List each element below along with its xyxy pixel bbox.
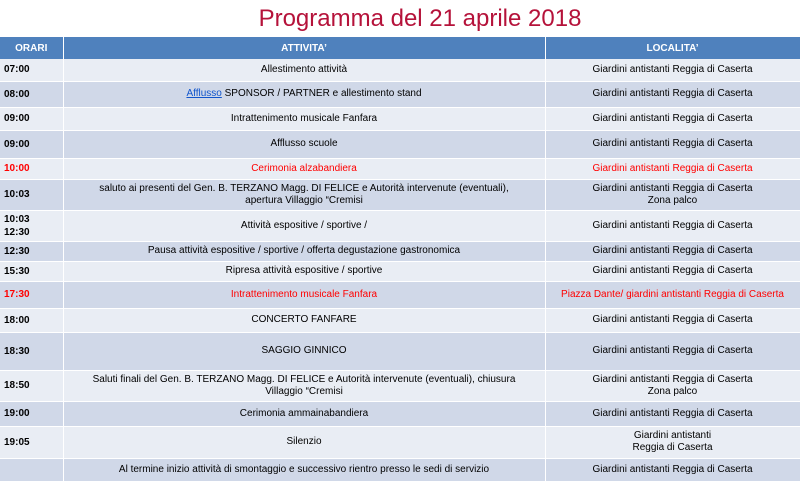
activity-cell: Allestimento attività	[63, 59, 545, 81]
table-row	[0, 401, 800, 426]
activity-cell: Cerimonia ammainabandiera	[63, 401, 545, 426]
location-cell: Giardini antistanti Reggia di Caserta	[545, 426, 800, 458]
activity-cell: Afflusso scuole	[63, 130, 545, 158]
activity-cell: Attività espositive / sportive /	[63, 210, 545, 241]
time-cell: 17:30	[0, 281, 63, 308]
table-row	[0, 241, 800, 261]
afflusso-link[interactable]: Afflusso	[186, 88, 222, 99]
table-row	[0, 107, 800, 130]
header-localita: LOCALITA’	[545, 37, 800, 59]
table-row	[0, 426, 800, 458]
location-cell: Giardini antistanti Reggia di Caserta Zona palco	[545, 179, 800, 210]
time-cell: 15:30	[0, 261, 63, 281]
time-cell: 10:00	[0, 158, 63, 179]
schedule-table	[0, 37, 800, 482]
activity-cell: Pausa attività espositive / sportive / offerta degustazione gastronomica	[63, 241, 545, 261]
time-cell: 18:00	[0, 308, 63, 332]
location-cell: Giardini antistanti Reggia di Caserta	[545, 332, 800, 370]
location-cell: Giardini antistanti Reggia di Caserta	[545, 130, 800, 158]
table-row	[0, 458, 800, 481]
activity-cell: Cerimonia alzabandiera	[63, 158, 545, 179]
header-attivita: ATTIVITA’	[63, 37, 545, 59]
activity-cell: Al termine inizio attività di smontaggio e successivo rientro presso le sedi di servizio	[63, 458, 545, 481]
time-cell: 09:00	[0, 107, 63, 130]
table-row	[0, 158, 800, 179]
location-cell: Giardini antistanti Reggia di Caserta	[545, 458, 800, 481]
table-row	[0, 210, 800, 241]
location-cell: Giardini antistanti Reggia di Caserta	[545, 261, 800, 281]
activity-text: SPONSOR / PARTNER e allestimento stand	[221, 88, 422, 99]
table-row	[0, 261, 800, 281]
table-row	[0, 370, 800, 401]
time-cell: 19:05	[0, 426, 63, 458]
location-cell: Giardini antistanti Reggia di Caserta	[545, 401, 800, 426]
activity-cell: Intrattenimento musicale Fanfara	[63, 107, 545, 130]
time-cell: 07:00	[0, 59, 63, 81]
activity-cell: Saluti finali del Gen. B. TERZANO Magg. DI FELICE e Autorità intervenute (eventuali), chiusura Villaggio “Cremisi	[63, 370, 545, 401]
activity-cell: CONCERTO FANFARE	[63, 308, 545, 332]
time-cell: 18:50	[0, 370, 63, 401]
activity-cell: saluto ai presenti del Gen. B. TERZANO Magg. DI FELICE e Autorità intervenute (eventuali), apertura Villaggio “Cremisi	[63, 179, 545, 210]
time-cell: 10:03	[0, 179, 63, 210]
time-cell: 19:00	[0, 401, 63, 426]
time-cell: 08:00	[0, 81, 63, 107]
table-row	[0, 81, 800, 107]
location-cell: Giardini antistanti Reggia di Caserta	[545, 107, 800, 130]
page-title: Programma del 21 aprile 2018	[258, 5, 582, 32]
table-row	[0, 179, 800, 210]
location-cell: Giardini antistanti Reggia di Caserta	[545, 210, 800, 241]
location-cell: Giardini antistanti Reggia di Caserta	[545, 158, 800, 179]
header-orari: ORARI	[0, 37, 63, 59]
location-cell: Giardini antistanti Reggia di Caserta	[545, 241, 800, 261]
time-cell: 09:00	[0, 130, 63, 158]
location-cell: Piazza Dante/ giardini antistanti Reggia di Caserta	[545, 281, 800, 308]
table-row	[0, 59, 800, 81]
header-row	[0, 37, 800, 59]
table-row	[0, 308, 800, 332]
table-row	[0, 130, 800, 158]
time-cell: 18:30	[0, 332, 63, 370]
location-cell: Giardini antistanti Reggia di Caserta	[545, 81, 800, 107]
location-cell: Giardini antistanti Reggia di Caserta Zona palco	[545, 370, 800, 401]
activity-cell: Intrattenimento musicale Fanfara	[63, 281, 545, 308]
time-cell	[0, 458, 63, 481]
location-cell: Giardini antistanti Reggia di Caserta	[545, 59, 800, 81]
activity-cell: Ripresa attività espositive / sportive	[63, 261, 545, 281]
time-cell: 10:03 12:30	[0, 210, 63, 241]
location-cell: Giardini antistanti Reggia di Caserta	[545, 308, 800, 332]
time-cell: 12:30	[0, 241, 63, 261]
activity-cell: Silenzio	[63, 426, 545, 458]
table-row	[0, 332, 800, 370]
table-row	[0, 281, 800, 308]
activity-cell	[63, 81, 545, 107]
activity-cell: SAGGIO GINNICO	[63, 332, 545, 370]
